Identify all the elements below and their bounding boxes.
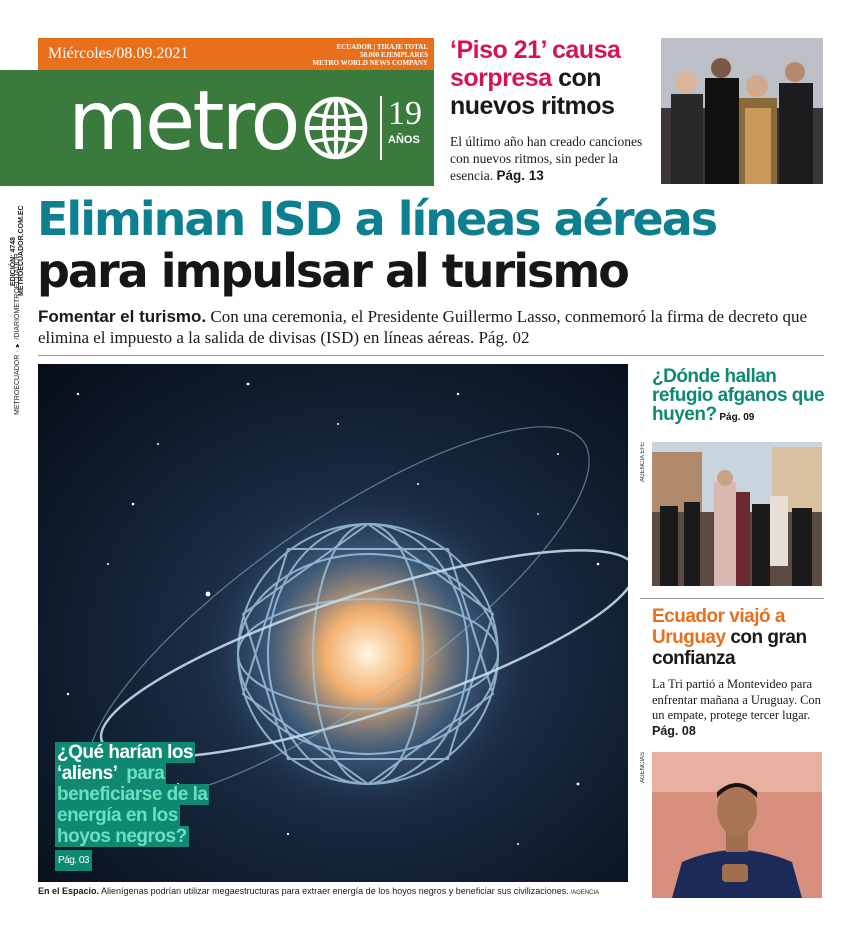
- years-number: 19: [388, 95, 422, 132]
- afghan-headline-text: ¿Dónde hallan refugio afganos que huyen?: [652, 366, 825, 425]
- ecuador-headline-highlight: Ecuador viajó a Uruguay: [652, 606, 785, 648]
- ecuador-story-page: Pág. 08: [652, 723, 696, 738]
- photo-credit: /AGENCIA: [568, 890, 600, 896]
- top-story-text: El último año han creado canciones con nuevos ritmos, sin peder la esencia.: [450, 134, 643, 183]
- ecuador-photo-credit-box: [640, 752, 650, 812]
- info-line: ECUADOR | TIRAJE TOTAL: [336, 43, 428, 51]
- aliens-headline-rest: para beneficiarse de la energía en los hoyos negros?: [57, 763, 208, 847]
- top-story-page: Pág. 13: [496, 168, 544, 183]
- ecuador-story-headline[interactable]: [652, 606, 827, 669]
- player-photo-illustration: [652, 752, 822, 898]
- main-headline-line2[interactable]: para impulsar al turismo: [37, 244, 628, 298]
- caption-text: Alienígenas podrían utilizar megaestructuras para extraer energía de los hoyos negros y beneficiar sus civilizaciones.: [99, 886, 569, 896]
- afghan-photo-credit-box: [640, 442, 650, 502]
- metro-logo[interactable]: metro: [68, 74, 298, 169]
- top-story-headline-rest: con nuevos ritmos: [450, 64, 615, 120]
- image-caption: [38, 886, 628, 896]
- divider: [38, 355, 824, 356]
- ecuador-headline-rest: con gran confianza: [652, 627, 807, 669]
- aliens-story-page: Pág. 03: [55, 850, 92, 871]
- top-story-summary: [450, 133, 660, 184]
- main-story-text: Con una ceremonia, el Presidente Guillermo Lasso, conmemoró la firma de decreto que elimina el impuesto a la salida de divisas (ISD) en líneas aéreas. Pág. 02: [38, 307, 808, 347]
- band-photo[interactable]: [661, 38, 823, 184]
- circulation-info: [313, 43, 428, 67]
- website-url: METROECUADOR.COM.EC: [18, 205, 25, 296]
- anniversary-badge: [380, 96, 428, 160]
- afghan-story-page: Pág. 09: [716, 412, 755, 423]
- top-story-headline[interactable]: [450, 36, 660, 120]
- main-story-summary: [38, 306, 826, 348]
- football-player-photo[interactable]: [652, 752, 822, 898]
- main-headline-line1[interactable]: Eliminan ISD a líneas aéreas: [37, 192, 717, 246]
- globe-icon: [304, 96, 368, 160]
- caption-lead: En el Espacio.: [38, 886, 100, 896]
- edition-number: EDICIÓN: 4748: [10, 236, 17, 286]
- band-photo-illustration: [661, 38, 823, 184]
- aliens-headline-highlight: ¿Qué harían los ‘aliens’: [57, 742, 194, 784]
- info-line: METRO WORLD NEWS COMPANY: [312, 59, 428, 67]
- afghan-photo-credit: AGENCIA EFE: [640, 442, 646, 483]
- info-line: 50.000 EJEMPLARES: [359, 51, 428, 59]
- masthead-logo-band: [0, 70, 434, 186]
- aliens-story-headline[interactable]: [55, 742, 235, 871]
- top-story-headline-highlight: ‘Piso 21’ causa sorpresa: [450, 36, 621, 92]
- afghan-story-headline[interactable]: [652, 367, 827, 427]
- protest-photo-illustration: [652, 442, 822, 586]
- issue-date: Miércoles/08.09.2021: [48, 45, 189, 62]
- social-handles: METROECUADOR · ♥ /DIARIOMETROECUADOR: [14, 253, 21, 415]
- divider: [640, 598, 824, 599]
- afghan-protest-photo[interactable]: [652, 442, 822, 586]
- ecuador-story-text: La Tri partió a Montevideo para enfrentar mañana a Uruguay. Con un empate, protege tercer lugar.: [652, 677, 821, 722]
- date-bar: [38, 38, 434, 70]
- main-story-lead: Fomentar el turismo.: [38, 307, 207, 326]
- ecuador-photo-credit: AGENCIAS: [640, 752, 646, 784]
- ecuador-story-summary: [652, 677, 824, 739]
- years-label: AÑOS: [388, 134, 420, 146]
- edition-sidebar: [10, 196, 24, 416]
